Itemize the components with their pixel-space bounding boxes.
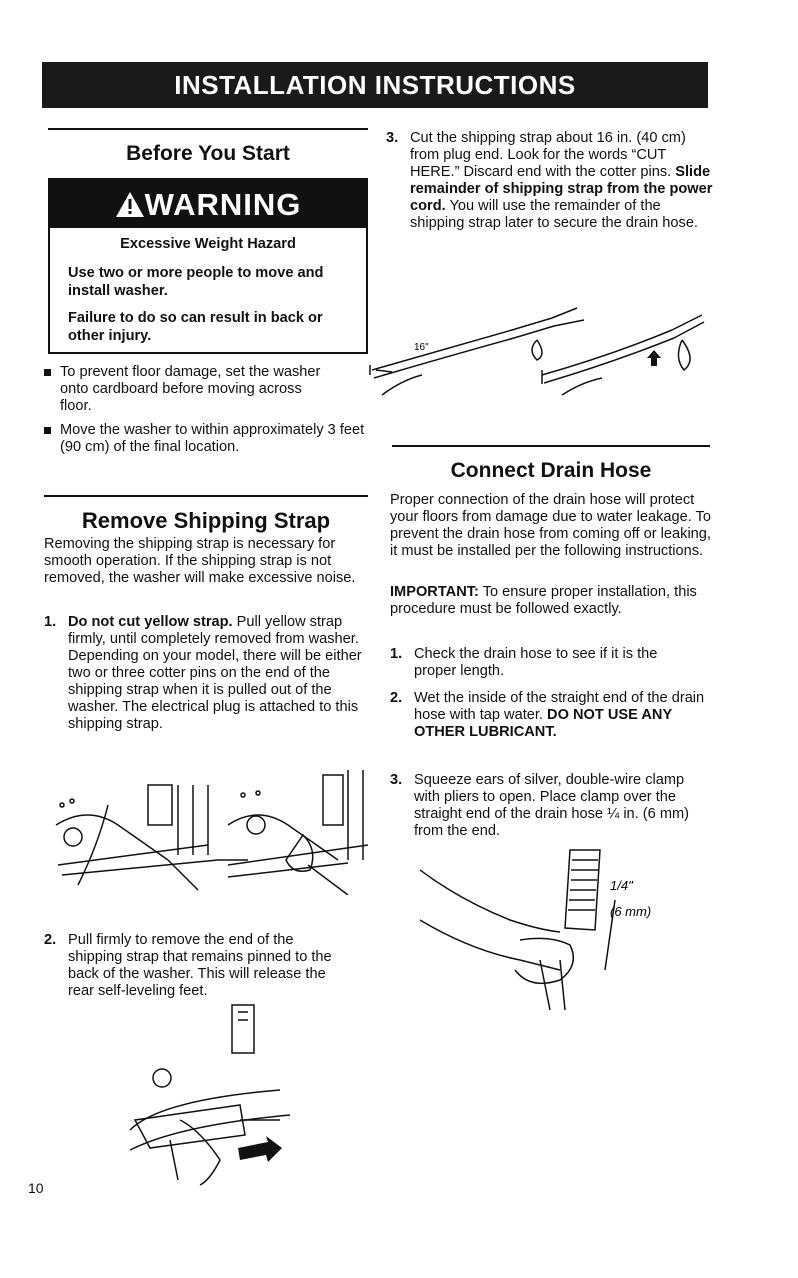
rear-strap-illustration xyxy=(120,1000,300,1190)
hazard-title: Excessive Weight Hazard xyxy=(120,236,296,252)
bullet-square-icon xyxy=(44,427,51,434)
drain-hose-heading: Connect Drain Hose xyxy=(450,459,652,482)
remove-strap-intro: Removing the shipping strap is necessary for smooth operation. If the shipping strap is not removed, the washer will make excessive noise. xyxy=(44,536,356,586)
strap-removal-illustration xyxy=(48,765,378,895)
section-divider xyxy=(44,495,368,497)
clamp-distance-label: 1/4" xyxy=(610,878,633,893)
step-bold-text: Slide remainder of shipping strap from the power cord. xyxy=(410,164,713,214)
clamp-distance-metric-label: (6 mm) xyxy=(610,904,652,919)
warning-word: WARNING xyxy=(144,187,302,222)
step-bold-text: Do not cut yellow strap. xyxy=(68,614,233,630)
strap-length-label: 16" xyxy=(414,342,429,353)
important-label: IMPORTANT: xyxy=(390,584,479,600)
step-bold-text: DO NOT USE ANY OTHER LUBRICANT. xyxy=(414,707,672,740)
warning-header xyxy=(50,180,366,228)
drain-hose-clamp-illustration xyxy=(420,840,720,1020)
bullet-square-icon xyxy=(44,369,51,376)
strap-cut-illustration xyxy=(362,300,712,410)
warning-consequence: Failure to do so can result in back or other injury. xyxy=(68,310,323,344)
remove-strap-heading: Remove Shipping Strap xyxy=(81,508,331,533)
section-divider xyxy=(392,445,710,447)
warning-box xyxy=(48,178,368,354)
before-start-heading: Before You Start xyxy=(126,142,290,165)
warning-triangle-icon xyxy=(115,191,145,218)
page-number: 10 xyxy=(28,1180,44,1196)
page-banner: INSTALLATION INSTRUCTIONS xyxy=(42,62,708,108)
section-divider xyxy=(48,128,368,130)
warning-instruction: Use two or more people to move and install washer. xyxy=(68,265,324,299)
drain-hose-intro: Proper connection of the drain hose will protect your floors from damage due to water leakage. To prevent the drain hose from coming off or leaking, it must be installed per the following instructions. xyxy=(390,492,711,559)
important-note: IMPORTANT: To ensure proper installation, this procedure must be followed exactly. xyxy=(390,584,697,617)
